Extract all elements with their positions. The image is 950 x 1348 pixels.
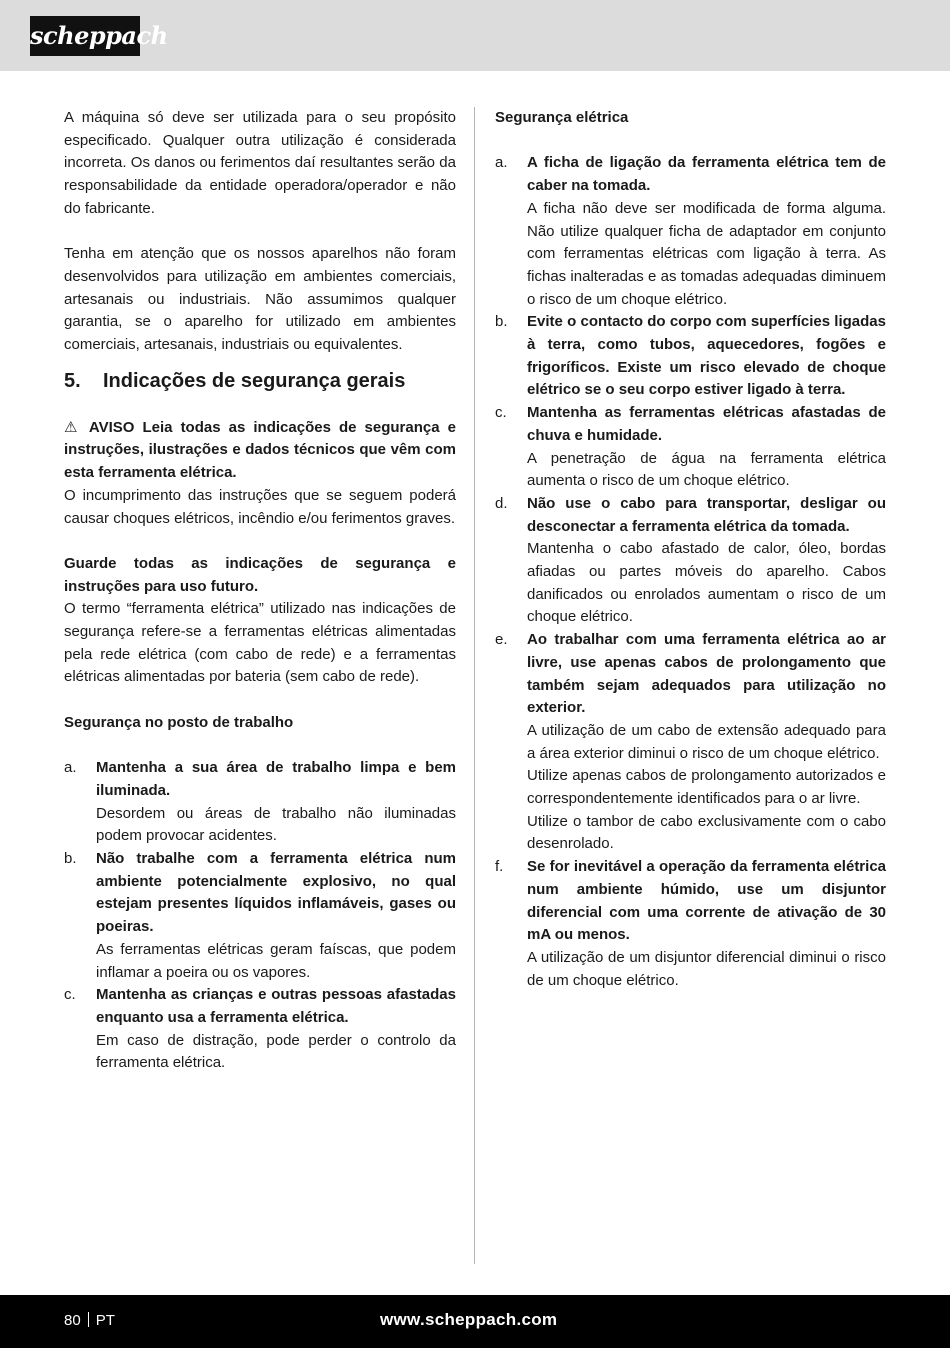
list-item-text: As ferramentas elétricas geram faíscas, que podem inflamar a poeira ou os vapores. [96, 940, 456, 981]
intro-paragraph-2: Tenha em atenção que os nossos aparelhos não foram desenvolvidos para utilização em ambientes comerciais, artesanais ou industriais. Não assumimos qualquer garantia, se o aparelho for utilizado em ambientes comerciais, artesanais, industriais ou equivalentes. [64, 245, 456, 354]
list-item-text: A utilização de um disjuntor diferencial diminui o risco de um choque elétrico. [527, 949, 886, 989]
warning-triangle-icon: ⚠ [64, 418, 82, 436]
electrical-safety-heading: Segurança elétrica [495, 109, 629, 126]
list-item-label: a. [64, 759, 77, 777]
list-item-bold-text: Mantenha as crianças e outras pessoas afastadas enquanto usa a ferramenta elétrica. [96, 986, 456, 1026]
list-item-text: Desordem ou áreas de trabalho não iluminadas podem provocar acidentes. [96, 804, 456, 845]
list-item [495, 152, 886, 311]
list-item-bold-text: Se for inevitável a operação da ferramenta elétrica num ambiente húmido, use um disjuntor diferencial com uma corrente de ativação de 30 mA ou menos. [527, 858, 886, 944]
list-item-label: f. [495, 858, 504, 876]
list-item-text: Em caso de distração, pode perder o controlo da ferramenta elétrica. [96, 1031, 456, 1072]
section-title: Indicações de segurança gerais [103, 369, 406, 392]
page-number: 80 [64, 1312, 81, 1329]
list-item-text: A utilização de um cabo de extensão adequado para a área exterior diminui o risco de um choque elétrico. [527, 721, 886, 762]
list-item [495, 311, 886, 402]
list-item-text: Utilize apenas cabos de prolongamento autorizados e correspondentemente identificados para o ar livre. [527, 767, 886, 808]
keep-instructions-text: O termo “ferramenta elétrica” utilizado nas indicações de segurança refere-se a ferramentas elétricas alimentadas pela rede elétrica (com cabo de rede) e a ferramentas elétricas alimentadas por bateria (sem cabo de rede). [64, 600, 456, 686]
left-column [64, 107, 456, 1075]
list-item-bold-text: Não trabalhe com a ferramenta elétrica num ambiente potencialmente explosivo, no qual estejam presentes líquidos inflamáveis, gases ou poeiras. [96, 850, 456, 936]
list-item-label: e. [495, 631, 508, 649]
list-item [495, 629, 886, 856]
list-item-label: b. [64, 850, 77, 868]
page-header [0, 0, 950, 71]
list-item-bold-text: Não use o cabo para transportar, desligar ou desconectar a ferramenta elétrica da tomada. [527, 494, 886, 535]
intro-paragraph-1: A máquina só deve ser utilizada para o seu propósito especificado. Qualquer outra utilização é considerada incorreta. Os danos ou ferimentos daí resultantes serão da responsabilidade da entidade operadora/operador e não do fabricante. [64, 109, 456, 217]
list-item-text: A penetração de água na ferramenta elétrica aumenta o risco de um choque elétrico. [527, 449, 886, 490]
list-item-text: A ficha não deve ser modificada de forma alguma. Não utilize qualquer ficha de adaptador em conjunto com ferramentas elétricas com ligação à terra. As fichas inalteradas e as tomadas adequadas diminuem o risco de um choque elétrico. [527, 199, 886, 308]
list-item-bold-text: Mantenha a sua área de trabalho limpa e bem iluminada. [96, 759, 456, 799]
list-item-label: c. [64, 986, 76, 1004]
list-item-text: Utilize o tambor de cabo exclusivamente com o cabo desenrolado. [527, 812, 886, 853]
warning-text: O incumprimento das instruções que se seguem poderá causar choques elétricos, incêndio e/ou ferimentos graves. [64, 486, 456, 527]
workplace-safety-heading: Segurança no posto de trabalho [64, 713, 294, 731]
list-item-label: b. [495, 313, 508, 331]
column-divider [474, 107, 475, 1264]
list-item-bold-text: Evite o contacto do corpo com superfícies ligadas à terra, como tubos, aquecedores, fogões e frigoríficos. Existe um risco elevado de choque elétrico se o seu corpo estiver ligado à terra. [527, 313, 886, 399]
website-link[interactable]: www.scheppach.com [380, 1310, 558, 1329]
page-footer [0, 1295, 950, 1348]
list-item-bold-text: Mantenha as ferramentas elétricas afastadas de chuva e humidade. [527, 404, 886, 444]
list-item [495, 856, 886, 992]
list-item [495, 402, 886, 493]
section-heading [64, 367, 456, 395]
warning-bold-text: AVISO Leia todas as indicações de segurança e instruções, ilustrações e dados técnicos que vêm com esta ferramenta elétrica. [64, 418, 456, 482]
list-item-label: d. [495, 494, 508, 512]
page-indicator [64, 1311, 115, 1331]
warning-notice [64, 417, 456, 485]
list-item [64, 848, 456, 984]
list-item [64, 984, 456, 1075]
list-item-label: c. [495, 404, 507, 422]
section-number: 5. [64, 369, 81, 392]
electrical-safety-list [495, 152, 886, 992]
list-item-bold-text: A ficha de ligação da ferramenta elétrica tem de caber na tomada. [527, 154, 886, 195]
keep-instructions-bold: Guarde todas as indicações de segurança e instruções para uso futuro. [64, 554, 456, 595]
list-item-label: a. [495, 154, 508, 172]
list-item-text: Mantenha o cabo afastado de calor, óleo, bordas afiadas ou partes móveis do aparelho. Cabos danificados ou enrolados aumentam o risco de um choque elétrico. [527, 540, 886, 626]
list-item-bold-text: Ao trabalhar com uma ferramenta elétrica ao ar livre, use apenas cabos de prolongamento que também sejam adequados para utilização no exterior. [527, 631, 886, 717]
workplace-safety-list [64, 757, 456, 1075]
list-item [495, 493, 886, 629]
language-code: PT [95, 1312, 115, 1329]
scheppach-logo: scheppach [30, 16, 140, 56]
right-column [495, 107, 886, 992]
list-item [64, 757, 456, 848]
